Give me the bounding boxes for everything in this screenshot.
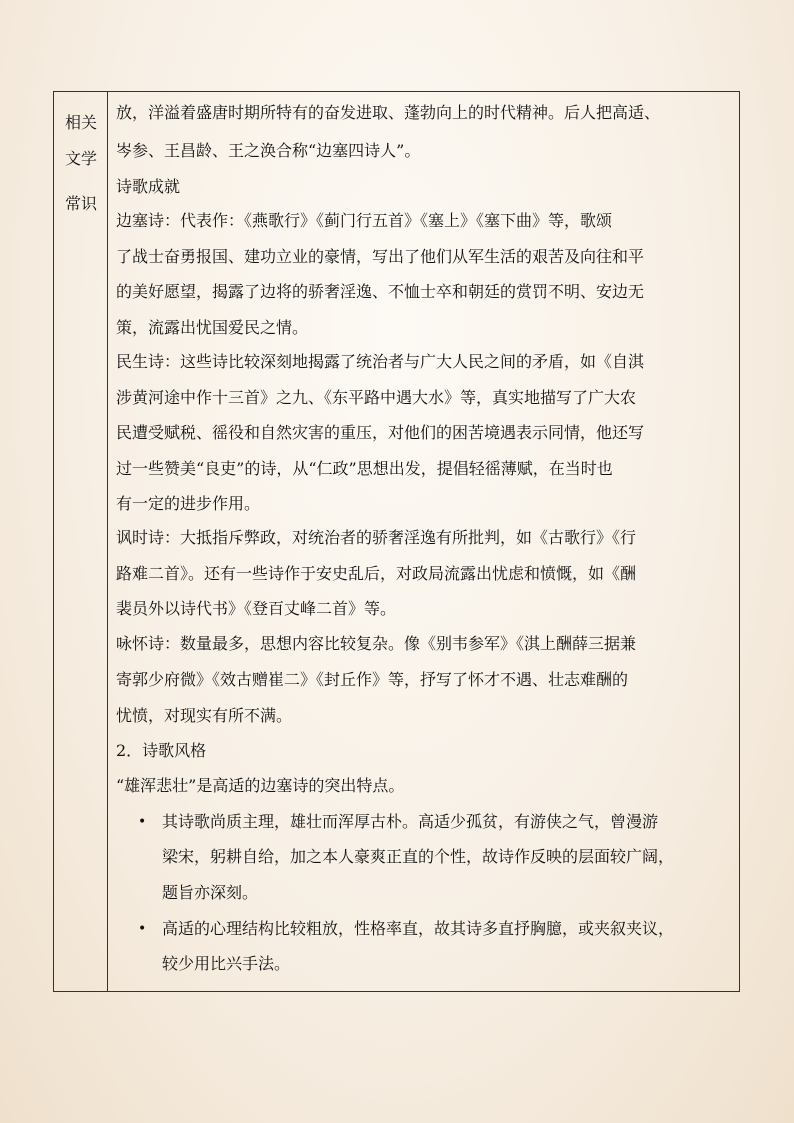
row-label-cell <box>54 92 108 991</box>
paragraph-line: 策，流露出忧国爱民之情。 <box>116 318 309 337</box>
bullet-line: 较少用比兴手法。 <box>162 954 291 973</box>
section-heading: 2．诗歌风格 <box>116 741 207 760</box>
row-label-line: 文学 <box>64 149 97 168</box>
paragraph-line: 涉黄河途中作十三首》之九、《东平路中遇大水》等，真实地描写了广大农 <box>116 388 637 407</box>
bullet-line: 题旨亦深刻。 <box>162 883 259 902</box>
literature-table <box>53 91 740 992</box>
paragraph-line: 民生诗：这些诗比较深刻地揭露了统治者与广大人民之间的矛盾，如《自淇 <box>116 352 645 371</box>
paragraph-line: 有一定的进步作用。 <box>116 494 261 513</box>
paragraph-line: 寄郭少府微》《效古赠崔二》《封丘作》等，抒写了怀才不遇、壮志难酬的 <box>116 670 629 689</box>
bullet-line: 梁宋，躬耕自给，加之本人豪爽正直的个性，故诗作反映的层面较广阔， <box>162 847 675 866</box>
paragraph-line: 岑参、王昌龄、王之涣合称“边塞四诗人”。 <box>116 141 421 160</box>
bullet-marker: • <box>138 814 147 830</box>
paragraph-line: 过一些赞美“良吏”的诗，从“仁政”思想出发，提倡轻徭薄赋，在当时也 <box>116 459 613 478</box>
paragraph-line: 放，洋溢着盛唐时期所特有的奋发进取、蓬勃向上的时代精神。后人把高适、 <box>116 103 661 122</box>
paragraph-line: 咏怀诗：数量最多，思想内容比较复杂。像《别韦参军》《淇上酬薛三据兼 <box>116 634 637 653</box>
paragraph-line: 忧愤，对现实有所不满。 <box>116 706 293 725</box>
row-label-line: 常识 <box>64 194 97 213</box>
paragraph-line: “雄浑悲壮”是高适的边塞诗的突出特点。 <box>116 776 405 795</box>
paragraph-line: 边塞诗：代表作：《燕歌行》《蓟门行五首》《塞上》《塞下曲》等，歌颂 <box>116 211 613 230</box>
paragraph-line: 裴员外以诗代书》《登百丈峰二首》等。 <box>116 599 397 618</box>
paragraph-line: 了战士奋勇报国、建功立业的豪情，写出了他们从军生活的艰苦及向往和平 <box>116 247 645 266</box>
bullet-marker: • <box>138 921 147 937</box>
bullet-line: 高适的心理结构比较粗放，性格率直，故其诗多直抒胸臆，或夹叙夹议， <box>162 919 675 938</box>
bullet-line: 其诗歌尚质主理，雄壮而浑厚古朴。高适少孤贫，有游侠之气，曾漫游 <box>162 812 659 831</box>
section-heading: 诗歌成就 <box>116 177 181 196</box>
paragraph-line: 的美好愿望，揭露了边将的骄奢淫逸、不恤士卒和朝廷的赏罚不明、安边无 <box>116 282 645 301</box>
paragraph-line: 路难二首》。还有一些诗作于安史乱后，对政局流露出忧虑和愤慨，如《酬 <box>116 564 637 583</box>
paragraph-line: 讽时诗：大抵指斥弊政，对统治者的骄奢淫逸有所批判，如《古歌行》《行 <box>116 528 637 547</box>
paragraph-line: 民遭受赋税、徭役和自然灾害的重压，对他们的困苦境遇表示同情，他还写 <box>116 423 645 442</box>
row-label-line: 相关 <box>64 113 97 132</box>
